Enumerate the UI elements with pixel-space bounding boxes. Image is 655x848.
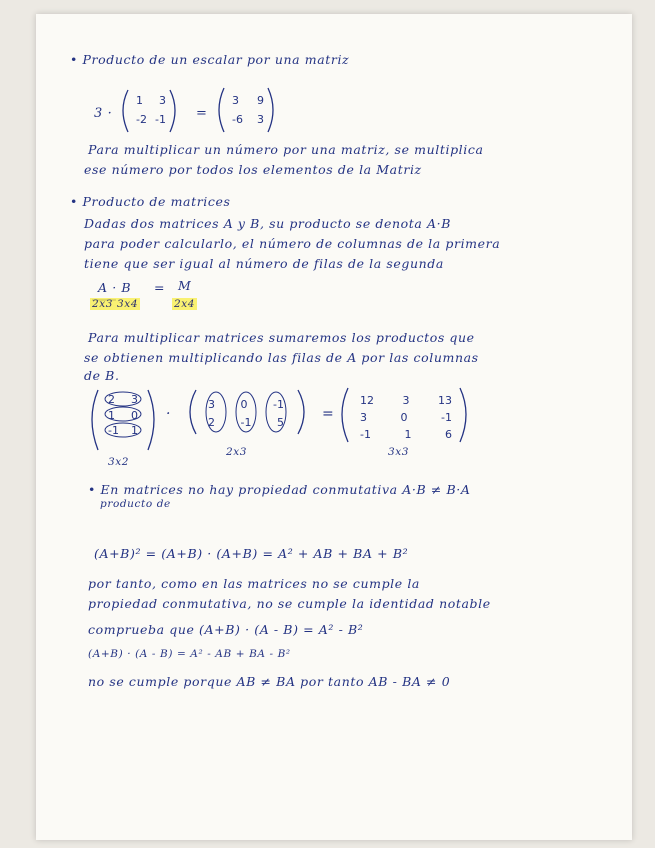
matrix-cell: -1	[240, 416, 252, 429]
matrix-cell: 1	[136, 94, 143, 107]
matrix-cell: -1	[155, 113, 166, 126]
matrix-cell: -1	[441, 411, 452, 424]
matrix-cell: 3	[208, 398, 215, 411]
text-line: ese número por todos los elementos de la Matriz	[84, 162, 422, 177]
notebook-page	[36, 14, 632, 840]
matrix-cell: 0	[400, 411, 408, 424]
text-line: no se cumple porque AB ≠ BA por tanto AB - BA ≠ 0	[88, 674, 451, 689]
matrix-cell: 1	[108, 408, 115, 422]
bracket-right	[268, 88, 273, 132]
equation-expansion: (A+B) · (A - B) = A² - AB + BA - B²	[88, 648, 291, 660]
equals-sign: =	[196, 106, 208, 121]
bracket-right	[460, 388, 466, 442]
scalar-three: 3 ·	[94, 106, 113, 121]
title-scalar-product: • Producto de un escalar por una matriz	[70, 52, 350, 67]
text-line: • En matrices no hay propiedad conmutativa A·B ≠ B·A	[88, 482, 471, 497]
matrix-a	[108, 392, 138, 439]
bracket-left	[342, 388, 348, 442]
text-line: Para multiplicar un número por una matriz, se multiplica	[88, 142, 484, 157]
text-line: comprueba que (A+B) · (A - B) = A² - B²	[88, 622, 364, 637]
dims-highlight	[90, 298, 140, 310]
matrix-cell: 1	[404, 428, 412, 441]
bracket-left	[190, 390, 196, 434]
label-3x3: 3x3	[388, 446, 410, 458]
text-line: tiene que ser igual al número de filas de la segunda	[84, 256, 444, 271]
bracket-right	[298, 390, 304, 434]
bracket-left	[92, 390, 98, 450]
matrix-cell: -6	[232, 113, 243, 126]
matrix-scalar-out	[232, 94, 264, 126]
matrix-cell: 12	[360, 394, 374, 407]
text-line: por tanto, como en las matrices no se cumple la	[88, 576, 420, 591]
text-line: se obtienen multiplicando las filas de A por las columnas	[84, 350, 479, 365]
equation-square: (A+B)² = (A+B) · (A+B) = A² + AB + BA + B²	[94, 546, 409, 561]
dims-highlight	[172, 298, 197, 310]
matrix-cell: 0	[131, 408, 138, 422]
matrix-cell: 0	[240, 398, 248, 411]
text-line: producto de	[100, 498, 171, 510]
matrix-result	[360, 392, 452, 443]
matrix-scalar-in	[136, 94, 166, 126]
matrix-cell: 3	[232, 94, 239, 107]
matrix-cell: 3	[402, 394, 410, 407]
matrix-cell: 3	[360, 411, 367, 424]
text-line: propiedad conmutativa, no se cumple la identidad notable	[88, 596, 491, 611]
dims-lhs: A · B	[98, 280, 132, 295]
matrix-cell: -1	[108, 424, 119, 437]
matrix-cell: 2	[108, 393, 115, 406]
matrix-cell: -1	[273, 398, 284, 411]
text-line: para poder calcularlo, el número de columnas de la primera	[84, 236, 501, 251]
matrix-cell: 6	[445, 428, 452, 441]
bracket-left	[123, 90, 128, 132]
matrix-cell: 2	[208, 416, 215, 429]
text-line: de B.	[84, 368, 120, 383]
text-line: Para multiplicar matrices sumaremos los productos que	[88, 330, 475, 345]
matrix-cell: 1	[131, 424, 138, 437]
matrix-cell: -1	[360, 428, 371, 441]
bracket-right	[148, 390, 154, 450]
highlight: 2x3 3x4	[92, 298, 139, 310]
label-2x3: 2x3	[226, 446, 248, 458]
matrix-cell: 5	[277, 416, 284, 429]
dot-operator: ·	[166, 406, 172, 422]
label-3x2: 3x2	[108, 456, 130, 468]
bracket-left	[219, 88, 224, 132]
matrix-cell: -2	[136, 113, 147, 126]
matrix-cell: 3	[257, 113, 264, 126]
title-matrix-product: • Producto de matrices	[70, 194, 231, 209]
dims-equals: =	[154, 280, 166, 295]
dims-rhs: M	[178, 278, 192, 293]
matrix-cell: 3	[131, 393, 138, 406]
matrix-cell: 9	[257, 94, 264, 107]
matrix-cell: 3	[159, 94, 166, 107]
matrix-b	[208, 396, 284, 432]
equals-sign: =	[322, 406, 335, 422]
matrix-cell: 13	[438, 394, 452, 407]
bracket-right	[170, 90, 175, 132]
highlight: 2x4	[174, 298, 196, 310]
text-line: Dadas dos matrices A y B, su producto se denota A·B	[84, 216, 452, 231]
